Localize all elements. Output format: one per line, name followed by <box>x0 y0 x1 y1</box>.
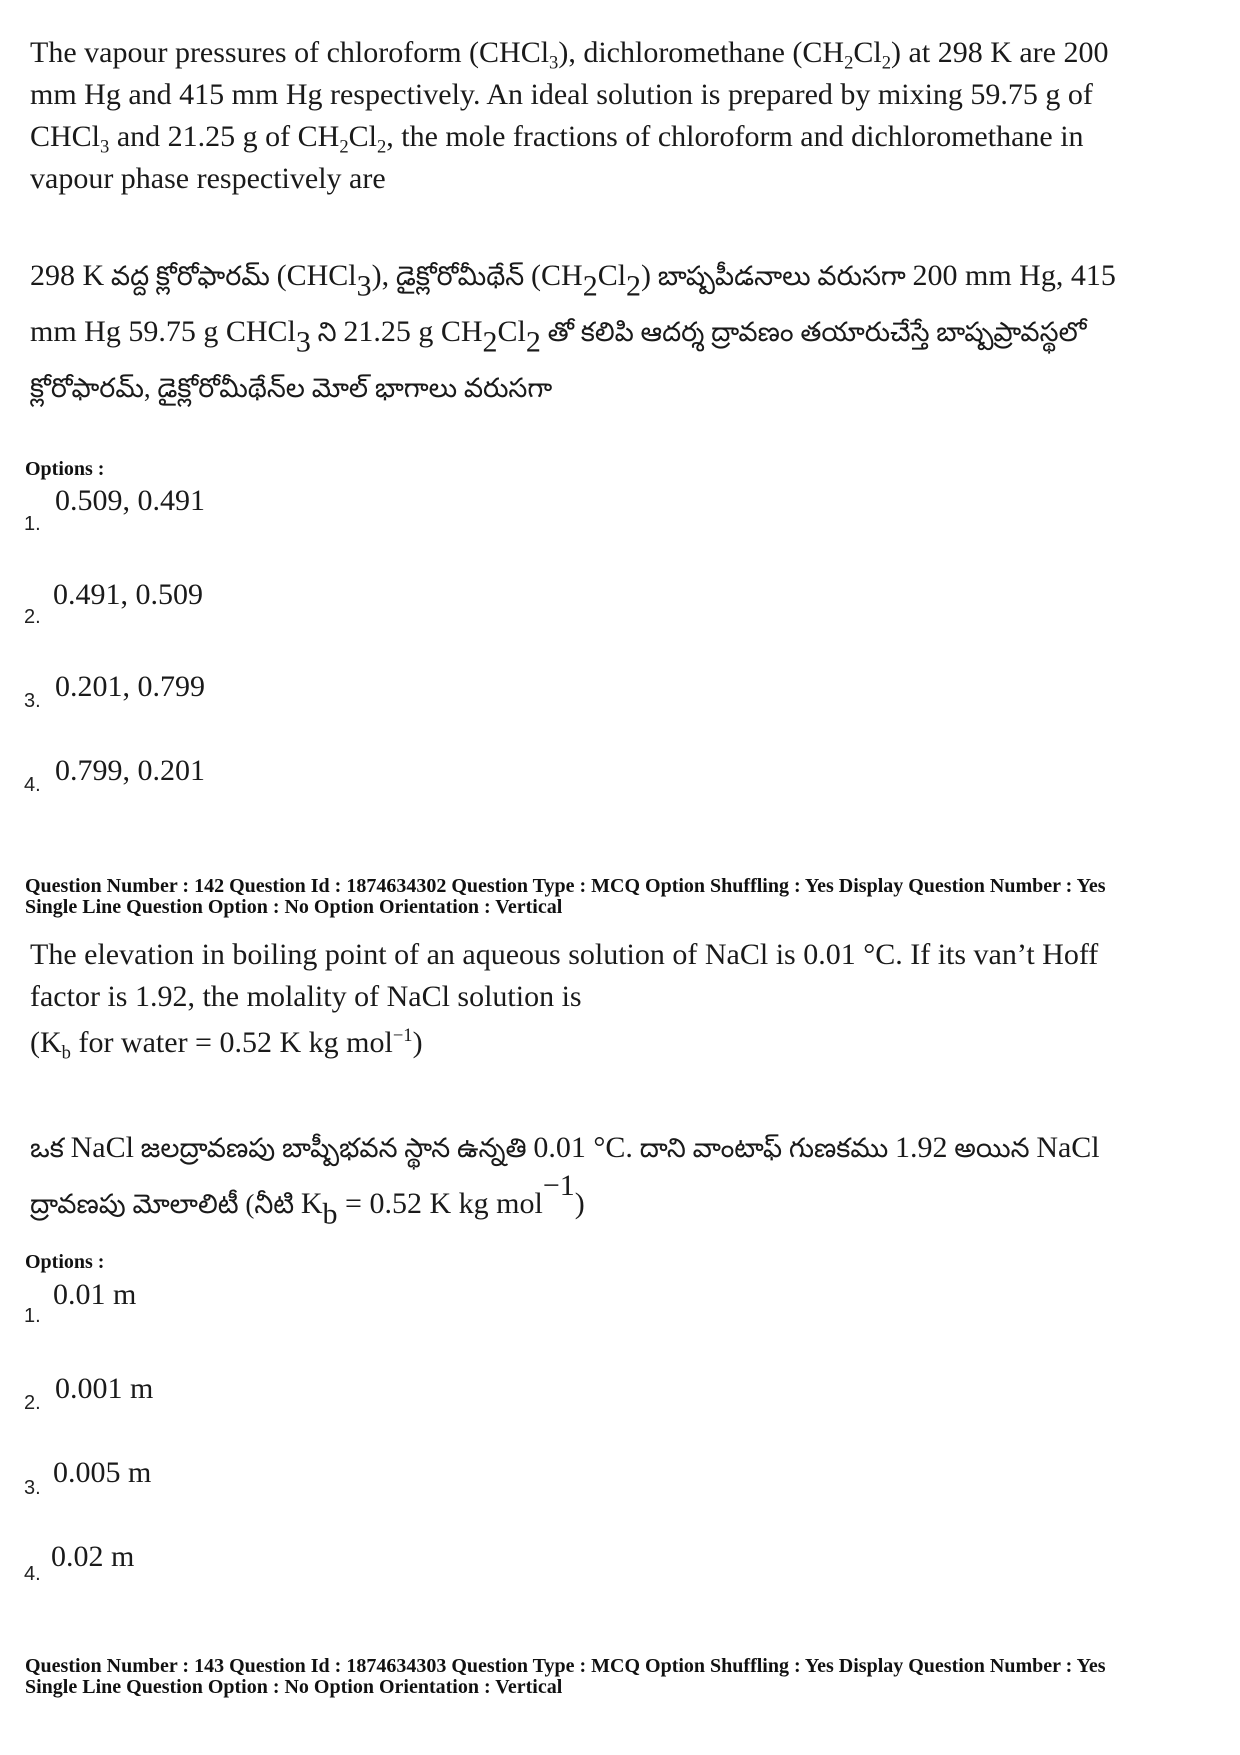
q143-meta-line-2: Single Line Question Option : No Option Orientation : Vertical <box>25 1676 563 1698</box>
q142-question-text: The elevation in boiling point of an aqueous solution of NaCl is 0.01 °C. If its van’t Hoff factor is 1.92, the molality of NaCl solution is <box>30 938 1099 1013</box>
q141-option-2[interactable]: 0.491, 0.509 <box>53 578 203 611</box>
q142-question-english <box>30 934 1140 1064</box>
q142-option-1-number: 1. <box>24 1305 41 1327</box>
q141-option-4-number: 4. <box>24 774 41 796</box>
q141-option-4[interactable]: 0.799, 0.201 <box>55 754 205 787</box>
q142-options-label: Options : <box>25 1251 105 1273</box>
q141-question-telugu: 298 K వద్ద క్లోరోఫారమ్ (CHCl$_3$), డైక్లోరోమీథేన్ $(CH_2Cl_2)$ బాష్పపీడనాలు వరుసగా 200 mm Hg, 415 mm Hg 59.75 g CHCl$_3$ ని 21.25 g $CH_2Cl_2$ తో కలిపి ఆదర్శ ద్రావణం తయారుచేస్తే బాష్పప్రావస్థలో క్లోరోఫారమ్, డైక్లోరోమీథేన్‌ల మోల్ భాగాలు వరుసగా <box>30 259 1116 403</box>
q142-option-3[interactable]: 0.005 m <box>53 1456 152 1489</box>
q142-option-4-number: 4. <box>24 1563 41 1585</box>
q142-option-3-number: 3. <box>24 1477 41 1499</box>
q142-option-1[interactable]: 0.01 m <box>53 1278 137 1311</box>
q141-option-3-number: 3. <box>24 690 41 712</box>
q142-option-4[interactable]: 0.02 m <box>51 1540 135 1573</box>
q141-question-english: The vapour pressures of chloroform (CHCl$_3$), dichloromethane $(CH_2Cl_2)$ at 298 K are 200 mm Hg and 415 mm Hg respectively. An ideal solution is prepared by mixing 59.75 g of CHCl$_3$ and 21.25 g of $CH_2Cl_2$, the mole fractions of chloroform and dichloromethane in vapour phase respectively are <box>30 36 1109 195</box>
q142-option-2[interactable]: 0.001 m <box>55 1372 154 1405</box>
q141-option-2-number: 2. <box>24 606 41 628</box>
q141-option-1[interactable]: 0.509, 0.491 <box>55 484 205 517</box>
q143-meta-line-1: Question Number : 143 Question Id : 1874634303 Question Type : MCQ Option Shuffling : Yes Display Question Number : Yes <box>25 1655 1106 1677</box>
q142-kb-note: ($K_b$ for water = 0.52 K kg mol$^{-1}$) <box>30 1024 423 1064</box>
q142-meta-line-2: Single Line Question Option : No Option Orientation : Vertical <box>25 896 563 918</box>
q142-question-telugu: ఒక NaCl జలద్రావణపు బాష్పీభవన స్థాన ఉన్నతి 0.01 °C. దాని వాంటాఫ్ గుణకము 1.92 అయిన NaCl ద్రావణపు మోలాలిటీ (నీటి $K_b = 0.52$ K kg mol$^{-1}$) <box>30 1131 1100 1231</box>
q142-meta-line-1: Question Number : 142 Question Id : 1874634302 Question Type : MCQ Option Shuffling : Yes Display Question Number : Yes <box>25 875 1106 897</box>
q142-option-2-number: 2. <box>24 1392 41 1414</box>
q141-option-3[interactable]: 0.201, 0.799 <box>55 670 205 703</box>
q141-option-1-number: 1. <box>24 513 41 535</box>
q141-options-label: Options : <box>25 458 105 480</box>
